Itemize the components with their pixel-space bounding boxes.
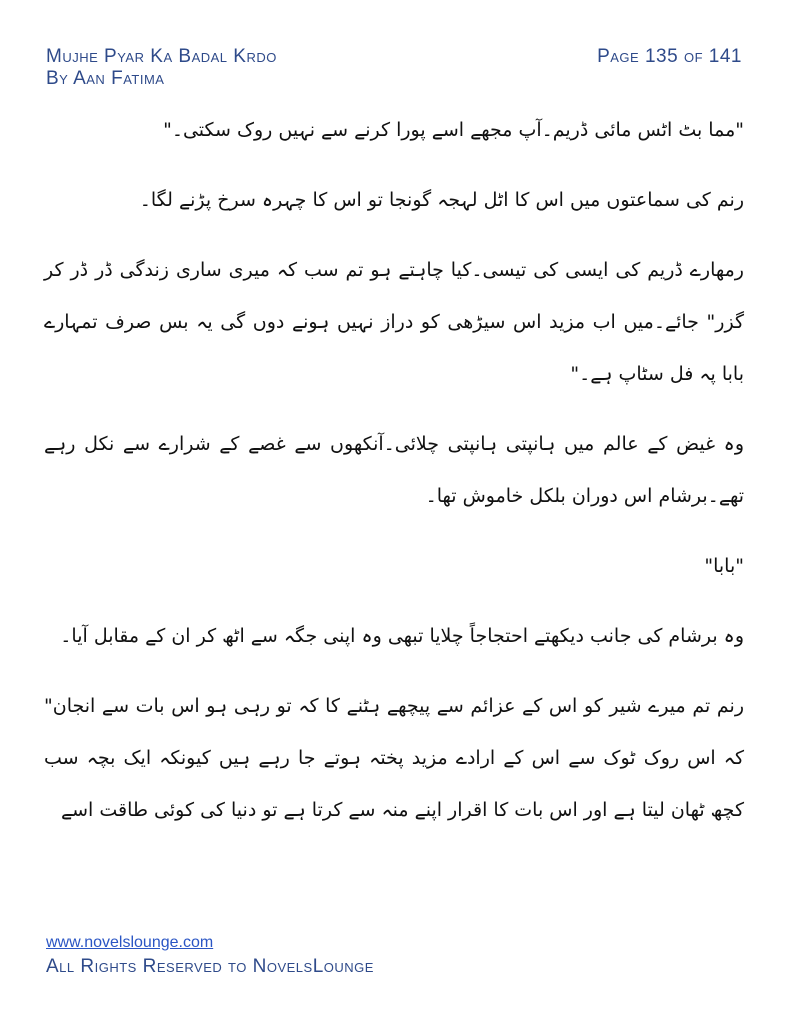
- novel-title: Mujhe Pyar Ka Badal Krdo: [46, 46, 277, 67]
- novel-body: [44, 104, 744, 854]
- paragraph: "مما بٹ اٹس مائی ڈریم۔آپ مجھے اسے پورا کرنے سے نہیں روک سکتی۔": [163, 119, 744, 141]
- paragraph: رنم تم میرے شیر کو اس کے عزائم سے پیچھے ہٹنے کا کہ تو رہی ہو اس بات سے انجان" کہ اس روک ٹوک سے اس کے ارادے مزید پختہ ہوتے جا رہے ہیں کیونکہ ایک بچہ سب کچھ ٹھان لیتا ہے اور اس بات کا اقرار اپنے منہ سے کرتا ہے تو دنیا کی کوئی طاقت اسے: [44, 695, 744, 821]
- paragraph: رنم کی سماعتوں میں اس کا اٹل لہجہ گونجا تو اس کا چہرہ سرخ پڑنے لگا۔: [139, 189, 744, 211]
- paragraph: "بابا": [704, 555, 744, 577]
- copyright-notice: All Rights Reserved to NovelsLounge: [46, 956, 374, 977]
- author-line: By Aan Fatima: [46, 68, 165, 89]
- paragraph: رمھارے ڈریم کی ایسی کی تیسی۔کیا چاہتے ہو تم سب کہ میری ساری زندگی ڈر ڈر کر گزر" جائے۔میں اب مزید اس سیڑھی کو دراز نہیں ہونے دوں گی یہ بس صرف تمہارے بابا پہ فل سٹاپ ہے۔": [44, 259, 744, 385]
- paragraph: وہ برشام کی جانب دیکھتے احتجاجاً چلایا تبھی وہ اپنی جگہ سے اٹھ کر ان کے مقابل آیا۔: [60, 625, 744, 647]
- page-number: Page 135 of 141: [597, 46, 742, 67]
- website-link[interactable]: www.novelslounge.com: [46, 934, 214, 951]
- paragraph: وہ غیض کے عالم میں ہانپتی ہانپتی چلائی۔آنکھوں سے غصے کے شرارے سے نکل رہے تھے۔برشام اس دوران بلکل خاموش تھا۔: [44, 433, 744, 507]
